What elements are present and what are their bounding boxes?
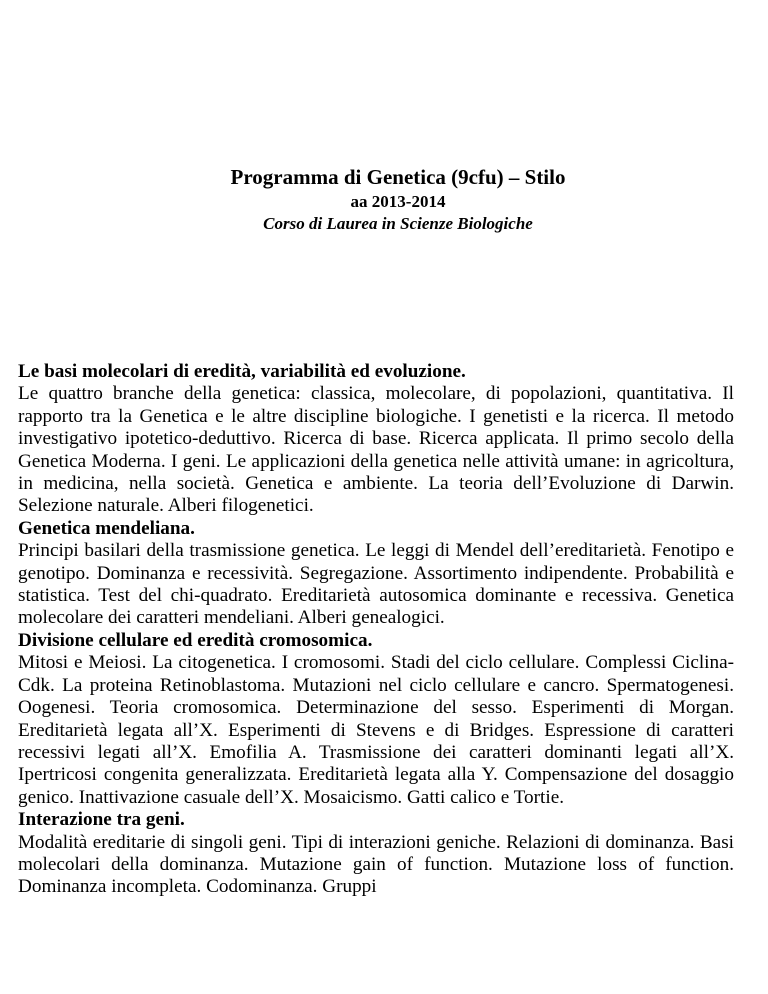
document-header [0,163,768,235]
document-title: Programma di Genetica (9cfu) – Stilo [230,165,566,189]
section-paragraph: Principi basilari della trasmissione genetica. Le leggi di Mendel dell’ereditarietà. Fenotipo e genotipo. Dominanza e recessività. Segregazione. Assortimento indipendente. Probabilità e statistica. Test del chi-quadrato. Ereditarietà autosomica dominante e recessiva. Genetica molecolare dei caratteri mendeliani. Alberi genealogici. [18,540,734,629]
section-paragraph: Mitosi e Meiosi. La citogenetica. I cromosomi. Stadi del ciclo cellulare. Complessi Ciclina-Cdk. La proteina Retinoblastoma. Mutazioni nel ciclo cellulare e cancro. Spermatogenesi. Oogenesi. Teoria cromosomica. Determinazione del sesso. Esperimenti di Morgan. Ereditarietà legata all’X. Esperimenti di Stevens e di Bridges. Espressione di caratteri recessivi legati all’X. Emofilia A. Trasmissione dei caratteri dominanti legati all’X. Ipertricosi congenita generalizzata. Ereditarietà legata alla Y. Compensazione del dosaggio genico. Inattivazione casuale dell’X. Mosaicismo. Gatti calico e Tortie. [18,652,734,808]
academic-year: aa 2013-2014 [350,192,446,211]
course-name: Corso di Laurea in Scienze Biologiche [263,214,533,233]
section-paragraph: Le quattro branche della genetica: classica, molecolare, di popolazioni, quantitativa. Il rapporto tra la Genetica e le altre discipline biologiche. I genetisti e la ricerca. Il metodo investigativo ipotetico-deduttivo. Ricerca di base. Ricerca applicata. Il primo secolo della Genetica Moderna. I geni. Le applicazioni della genetica nelle attività umane: in agricoltura, in medicina, nella società. Genetica e ambiente. La teoria dell’Evoluzione di Darwin. Selezione naturale. Alberi filogenetici. [18,383,734,517]
section-heading: Le basi molecolari di eredità, variabilità ed evoluzione. [18,361,466,382]
section-paragraph: Modalità ereditarie di singoli geni. Tipi di interazioni geniche. Relazioni di dominanza. Basi molecolari della dominanza. Mutazione gain of function. Mutazione loss of function. Dominanza incompleta. Codominanza. Gruppi [18,831,734,898]
document-body [18,361,734,899]
section-heading: Interazione tra geni. [18,809,185,831]
section-heading: Divisione cellulare ed eredità cromosomica. [18,629,373,651]
section-heading: Genetica mendeliana. [18,517,195,539]
